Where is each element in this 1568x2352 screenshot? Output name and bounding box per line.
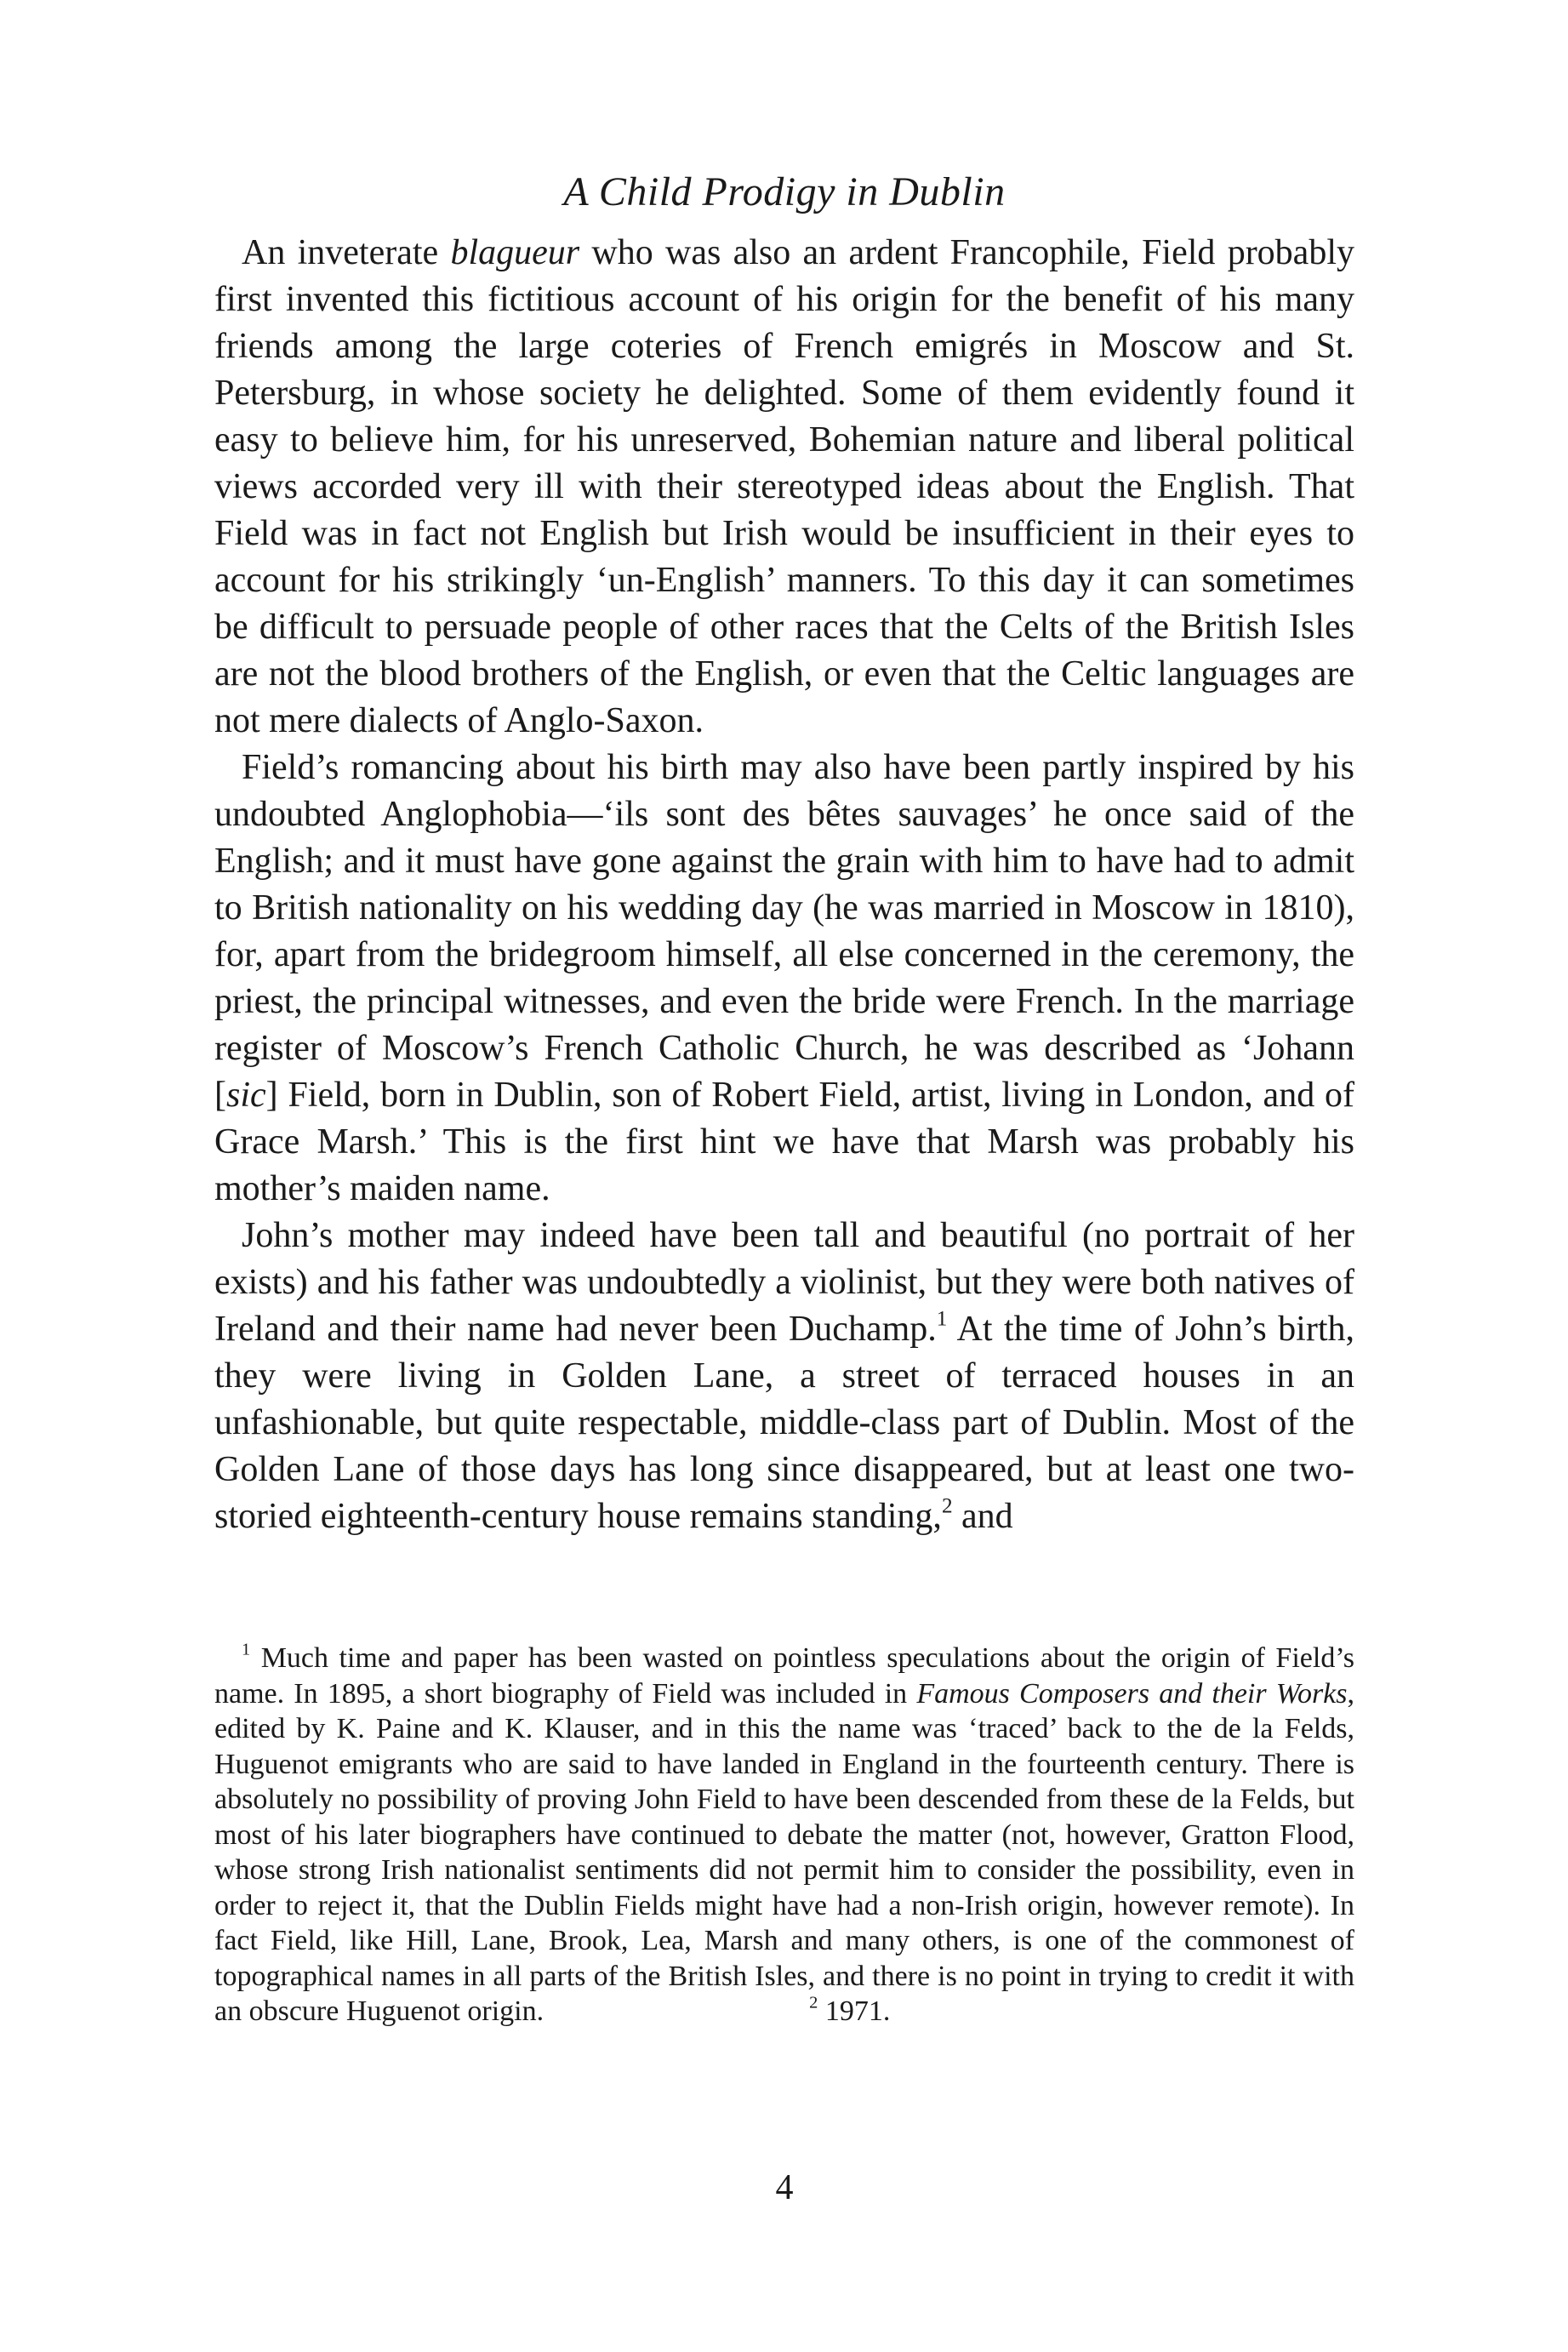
footnote-2 xyxy=(782,1994,890,2029)
text-run: At the time of John’s birth, they were living in Golden Lane, a street of terraced houses in an unfashionable, but quite respectable, middle-class part of Dublin. Most of the Golden Lane of those days has long since disappeared, but at least one two-storied eighteenth-century house remains standing, xyxy=(214,1310,1354,1536)
text-run: Much time and paper has been wasted on pointless speculations about the origin of Field’s name. In 1895, a short biography of Field was included in xyxy=(214,1642,1354,1710)
paragraph-1 xyxy=(214,230,1354,745)
footnote-ref: 1 xyxy=(936,1307,948,1331)
text-run: who was also an ardent Francophile, Field probably first invented this fictitious account of his origin for the benefit of his many friends among the large coteries of French emigrés in Moscow and St. Petersburg, in whose society he delighted. Some of them evidently found it easy to believe him, for his unreserved, Bohemian nature and liberal political views accorded very ill with their stereotyped ideas about the English. That Field was in fact not English but Irish would be insufficient in their eyes to account for his strikingly ‘un-English’ manners. To this day it can sometimes be difficult to persuade people of other races that the Celts of the British Isles are not the blood brothers of the English, or even that the Celtic languages are not mere dialects of Anglo-Saxon. xyxy=(214,233,1354,740)
body-text xyxy=(214,230,1354,1540)
running-head: A Child Prodigy in Dublin xyxy=(563,169,1006,214)
footnotes xyxy=(214,1641,1354,2029)
italic-text: blagueur xyxy=(450,233,580,272)
text-run: and xyxy=(952,1497,1013,1536)
footnote-2-marker: 2 xyxy=(809,1993,818,2012)
page-number: 4 xyxy=(775,2168,794,2207)
paragraph-3 xyxy=(214,1213,1354,1540)
italic-text: sic xyxy=(226,1076,266,1115)
text-run: John’s mother may indeed have been tall and beautiful (no portrait of her exists) and his father was undoubtedly a violinist, but they were both natives of Ireland and their name had never been Duchamp. xyxy=(214,1216,1354,1349)
footnote-ref: 2 xyxy=(941,1494,953,1518)
paragraph-2 xyxy=(214,745,1354,1213)
text-run: Field’s romancing about his birth may also have been partly inspired by his undoubted Anglophobia—‘ils sont des bêtes sauvages’ he once said of the English; and it must have gone against the grain with him to have had to admit to British nationality on his wedding day (he was married in Moscow in 1810), for, apart from the bridegroom himself, all else concerned in the ceremony, the priest, the principal witnesses, and even the bride were French. In the marriage register of Moscow’s French Catholic Church, he was described as ‘Johann [ xyxy=(214,748,1354,1115)
footnote-2-text: 1971. xyxy=(818,1995,891,2027)
text-run: An inveterate xyxy=(242,233,451,272)
footnote-1 xyxy=(214,1641,1354,2029)
text-run: ] Field, born in Dublin, son of Robert Field, artist, living in London, and of Grace Marsh.’ This is the first hint we have that Marsh was probably his mother’s maiden name. xyxy=(214,1076,1354,1208)
footnote-ref: 1 xyxy=(242,1640,251,1659)
italic-text: Famous Composers and their Works xyxy=(916,1677,1348,1710)
text-run: , edited by K. Paine and K. Klauser, and in this the name was ‘traced’ back to the de la Felds, Huguenot emigrants who are said to have landed in England in the fourteenth century. There is absolutely no possibility of proving John Field to have been descended from these de la Felds, but most of his later biographers have continued to debate the matter (not, however, Gratton Flood, whose strong Irish nationalist sentiments did not permit him to consider the possibility, even in order to reject it, that the Dublin Fields might have had a non-Irish origin, however remote). In fact Field, like Hill, Lane, Brook, Lea, Marsh and many others, is one of the commonest of topographical names in all parts of the British Isles, and there is no point in trying to credit it with an obscure Huguenot origin. xyxy=(214,1677,1355,2027)
